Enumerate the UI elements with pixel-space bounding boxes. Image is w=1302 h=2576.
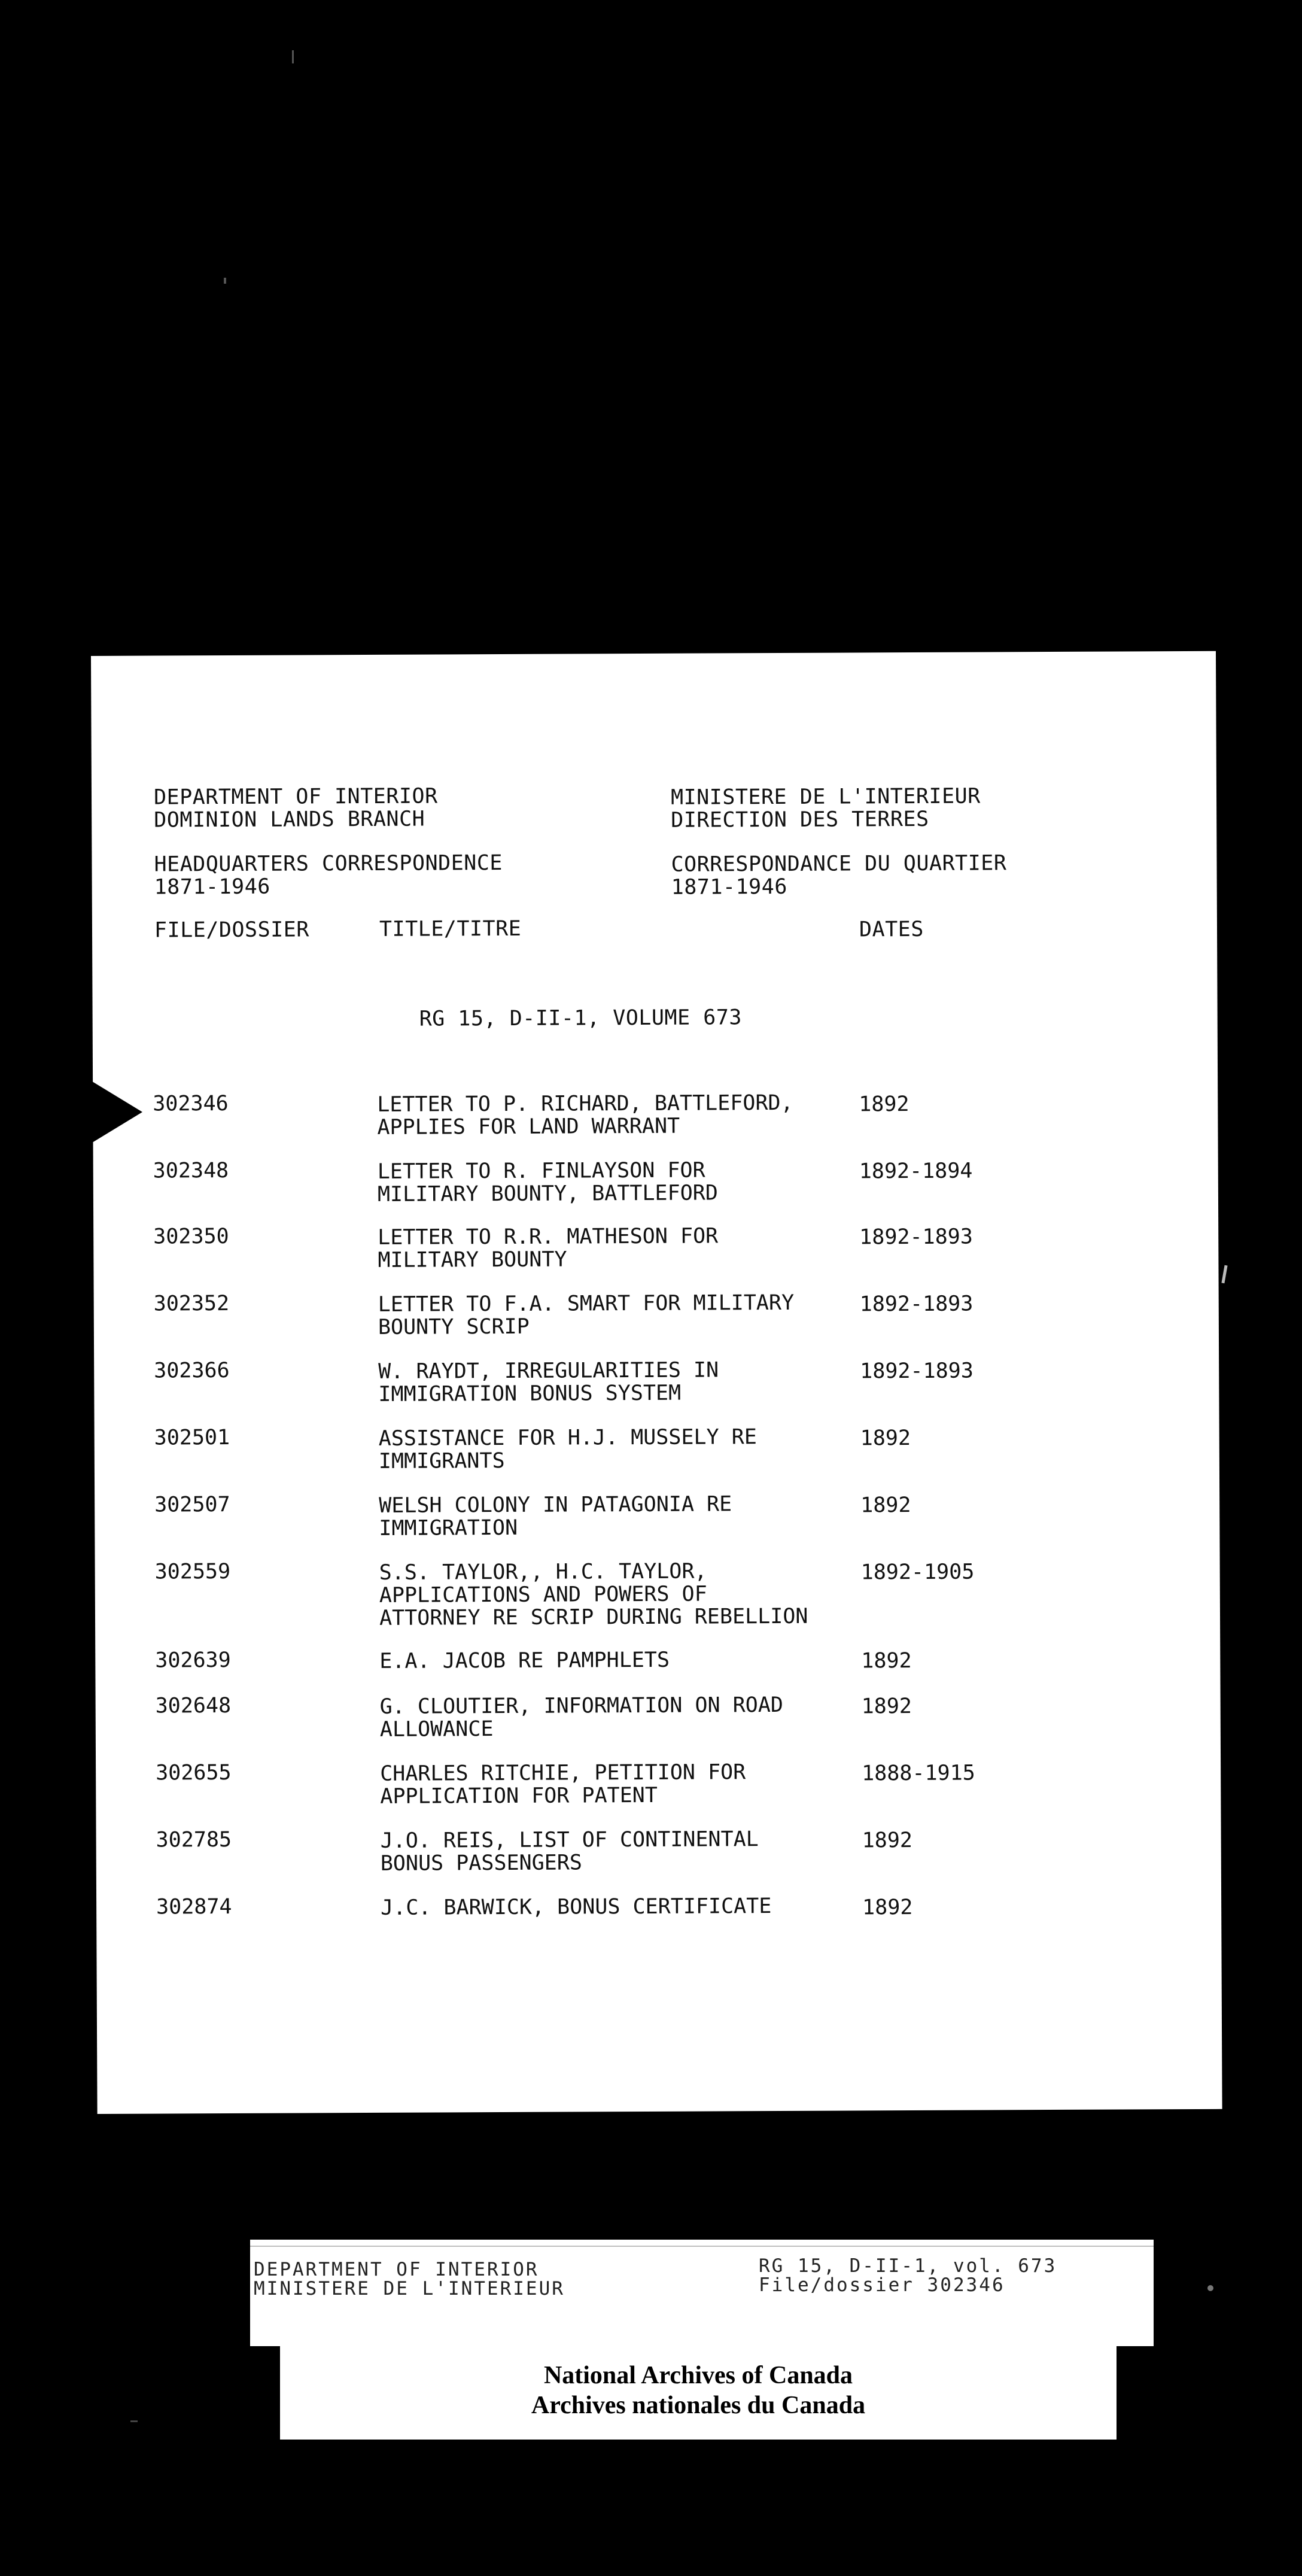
scan-speck (224, 278, 226, 284)
microfilm-label (250, 2240, 1154, 2346)
entry-file: 302648 (155, 1693, 232, 1718)
entry-file: 302639 (155, 1648, 231, 1673)
label-divider (250, 2246, 1154, 2247)
entry-dates: 1892-1893 (859, 1292, 974, 1317)
entry-title: J.O. REIS, LIST OF CONTINENTAL BONUS PASSENGERS (380, 1827, 759, 1876)
entry-file: 302785 (156, 1827, 232, 1852)
entry-dates: 1892-1905 (860, 1560, 975, 1585)
label-right-line2: File/dossier 302346 (759, 2274, 1005, 2296)
label-left-line2: MINISTERE DE L'INTERIEUR (254, 2278, 565, 2299)
entry-title: J.C. BARWICK, BONUS CERTIFICATE (381, 1894, 772, 1920)
document-page (91, 651, 1222, 2114)
header-right-line3: CORRESPONDANCE DU QUARTIER (671, 851, 1007, 877)
archives-line-french: Archives nationales du Canada (531, 2392, 866, 2419)
entry-file: 302366 (154, 1359, 230, 1383)
header-left-line1: DEPARTMENT OF INTERIOR (153, 784, 438, 810)
label-left-line1: DEPARTMENT OF INTERIOR (254, 2259, 539, 2280)
entry-title: LETTER TO R. FINLAYSON FOR MILITARY BOUNTY, BATTLEFORD (377, 1158, 718, 1207)
scan-speck (1207, 2285, 1213, 2291)
entry-title: WELSH COLONY IN PATAGONIA RE IMMIGRATION (379, 1492, 732, 1541)
entry-title: G. CLOUTIER, INFORMATION ON ROAD ALLOWANCE (379, 1693, 784, 1742)
entry-file: 302352 (153, 1292, 230, 1316)
scan-speck (1221, 1265, 1227, 1283)
archives-stamp (280, 2345, 1117, 2440)
page-notch-marker (87, 1079, 142, 1146)
header-right-line4: 1871-1946 (671, 874, 787, 900)
header-left-line2: DOMINION LANDS BRANCH (154, 807, 425, 833)
entry-file: 302350 (153, 1225, 229, 1249)
entry-title: ASSISTANCE FOR H.J. MUSSELY RE IMMIGRANTS (378, 1425, 757, 1474)
entry-file: 302655 (156, 1760, 232, 1785)
column-header-title: TITLE/TITRE (379, 916, 522, 941)
entry-title: LETTER TO F.A. SMART FOR MILITARY BOUNTY SCRIP (378, 1290, 795, 1339)
entry-dates: 1892 (859, 1092, 909, 1117)
entry-dates: 1892 (862, 1895, 913, 1920)
entry-file: 302874 (156, 1894, 232, 1919)
entry-dates: 1892 (860, 1426, 911, 1451)
archives-line-english: National Archives of Canada (543, 2362, 853, 2389)
entry-dates: 1888-1915 (862, 1761, 975, 1786)
entry-file: 302501 (154, 1425, 230, 1450)
entry-dates: 1892-1893 (860, 1359, 974, 1384)
entry-dates: 1892-1894 (859, 1159, 973, 1184)
column-header-dates: DATES (859, 917, 924, 942)
entry-title: S.S. TAYLOR,, H.C. TAYLOR, APPLICATIONS AND POWERS OF ATTORNEY RE SCRIP DURING REBELLION (379, 1559, 808, 1630)
entry-title: W. RAYDT, IRREGULARITIES IN IMMIGRATION BONUS SYSTEM (378, 1358, 719, 1407)
entry-file: 302559 (154, 1559, 231, 1584)
header-right-line2: DIRECTION DES TERRES (671, 807, 929, 833)
entry-title: LETTER TO P. RICHARD, BATTLEFORD, APPLIES FOR LAND WARRANT (377, 1090, 793, 1140)
scan-speck (292, 50, 294, 63)
entry-dates: 1892 (862, 1828, 913, 1853)
entry-title: LETTER TO R.R. MATHESON FOR MILITARY BOUNTY (378, 1224, 719, 1272)
label-right-line1: RG 15, D-II-1, vol. 673 (759, 2255, 1057, 2277)
entry-file: 302346 (153, 1092, 229, 1116)
column-header-file: FILE/DOSSIER (154, 918, 309, 943)
entry-title: CHARLES RITCHIE, PETITION FOR APPLICATION FOR PATENT (380, 1760, 746, 1809)
entry-file: 302507 (154, 1492, 230, 1517)
entry-dates: 1892 (861, 1649, 912, 1673)
entry-dates: 1892 (860, 1493, 911, 1518)
scan-speck (130, 2420, 138, 2422)
header-left-line3: HEADQUARTERS CORRESPONDENCE (154, 851, 503, 877)
entry-title: E.A. JACOB RE PAMPHLETS (379, 1648, 670, 1673)
header-left-line4: 1871-1946 (154, 874, 270, 900)
entry-dates: 1892-1893 (859, 1225, 973, 1250)
volume-heading: RG 15, D-II-1, VOLUME 673 (419, 1006, 743, 1031)
header-right-line1: MINISTERE DE L'INTERIEUR (670, 784, 981, 810)
entry-file: 302348 (153, 1159, 229, 1183)
entry-dates: 1892 (861, 1694, 912, 1719)
